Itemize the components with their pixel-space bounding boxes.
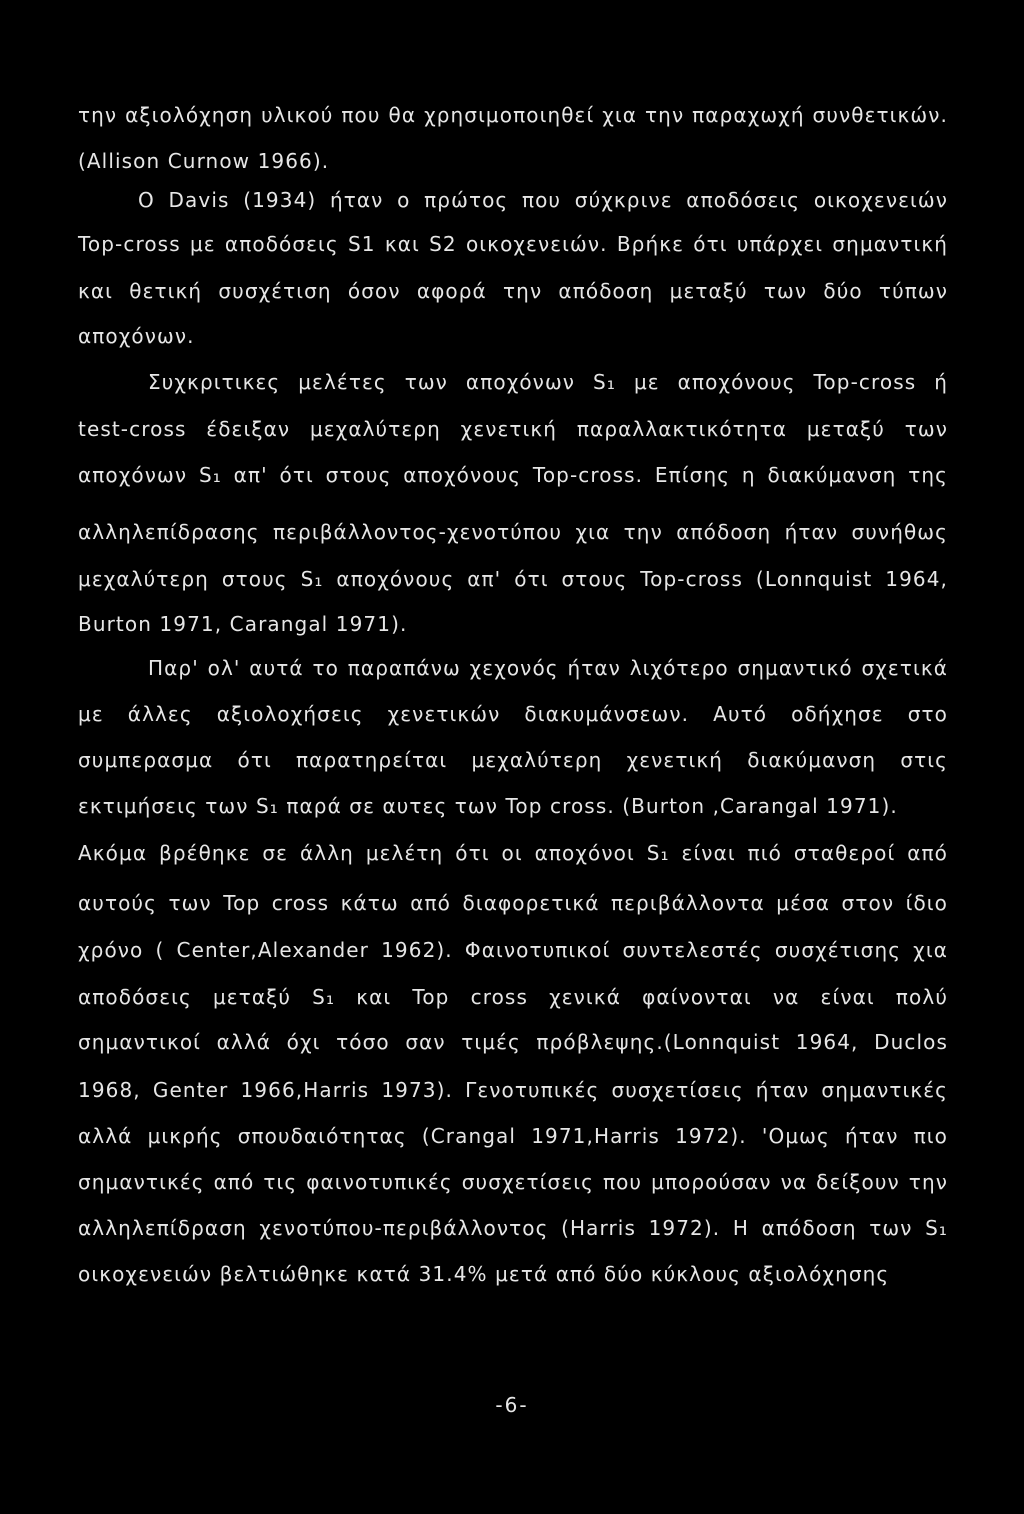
text-line: αυτούς των Top cross κάτω από διαφορετικά περιβάλλοντα μέσα στον ίδιο (78, 891, 948, 915)
text-line: την αξιολόχηση υλικού που θα χρησιμοποιηθεί χια την παραχωχή συνθετικών. (78, 103, 948, 127)
text-line: Ο Davis (1934) ήταν ο πρώτος που σύχκρινε αποδόσεις οικοχενειών (138, 188, 948, 212)
text-line: Παρ' ολ' αυτά το παραπάνω χεχονός ήταν λιχότερο σημαντικό σχετικά (148, 656, 948, 680)
text-line: χρόνο ( Center,Alexander 1962). Φαινοτυπικοί συντελεστές συσχέτισης χια (78, 938, 948, 962)
text-line: σημαντικοί αλλά όχι τόσο σαν τιμές πρόβλεψης.(Lonnquist 1964, Duclos (78, 1030, 948, 1054)
text-line: Top-cross με αποδόσεις S1 και S2 οικοχενειών. Βρήκε ότι υπάρχει σημαντική (78, 232, 948, 256)
text-line: αλληλεπίδρασης περιβάλλοντος-χενοτύπου χια την απόδοση ήταν συνήθως (78, 520, 948, 544)
text-line: οικοχενειών βελτιώθηκε κατά 31.4% μετά από δύο κύκλους αξιολόχησης (78, 1262, 890, 1286)
text-line: 1968, Genter 1966,Harris 1973). Γενοτυπικές συσχετίσεις ήταν σημαντικές (78, 1078, 948, 1102)
text-line: σημαντικές από τις φαινοτυπικές συσχετίσεις που μπορούσαν να δείξουν την (78, 1170, 948, 1194)
text-line: με άλλες αξιολοχήσεις χενετικών διακυμάνσεων. Αυτό οδήχησε στο (78, 702, 948, 726)
text-line: αποχόνων S₁ απ' ότι στους αποχόνους Top-cross. Επίσης η διακύμανση της (78, 463, 948, 487)
text-line: Ακόμα βρέθηκε σε άλλη μελέτη ότι οι αποχόνοι S₁ είναι πιό σταθεροί από (78, 841, 948, 865)
text-line: Burton 1971, Carangal 1971). (78, 612, 408, 636)
text-line: αποδόσεις μεταξύ S₁ και Top cross χενικά φαίνονται να είναι πολύ (78, 985, 948, 1009)
text-line: αποχόνων. (78, 324, 195, 348)
text-line: εκτιμήσεις των S₁ παρά σε αυτες των Top cross. (Burton ,Carangal 1971). (78, 794, 898, 818)
text-line: αλλά μικρής σπουδαιότητας (Crangal 1971,Harris 1972). 'Ομως ήταν πιο (78, 1124, 948, 1148)
text-line: μεχαλύτερη στους S₁ αποχόνους απ' ότι στους Top-cross (Lonnquist 1964, (78, 567, 948, 591)
text-line: (Allison Curnow 1966). (78, 149, 330, 173)
text-line: Συχκριτικες μελέτες των αποχόνων S₁ με αποχόνους Top-cross ή (148, 370, 948, 394)
text-line: και θετική συσχέτιση όσον αφορά την απόδοση μεταξύ των δύο τύπων (78, 279, 948, 303)
text-line: συμπερασμα ότι παρατηρείται μεχαλύτερη χενετική διακύμανση στις (78, 748, 948, 772)
text-line: test-cross έδειξαν μεχαλύτερη χενετική παραλλακτικότητα μεταξύ των (78, 417, 948, 441)
text-line: αλληλεπίδραση χενοτύπου-περιβάλλοντος (Harris 1972). Η απόδοση των S₁ (78, 1216, 948, 1240)
page-number: -6- (495, 1393, 529, 1417)
